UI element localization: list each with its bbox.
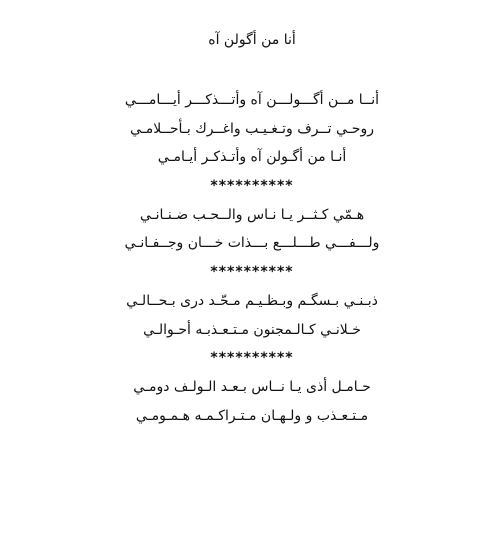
poem-line: روحـي تــرف وتـغـيـب واغــرك بـأحــلامـي: [130, 120, 374, 137]
poem-line: خـلانـي كـالـمجنون مـتـعـذبـه أحـوالـي: [143, 321, 361, 338]
stanza-separator: **********: [210, 264, 294, 281]
poem-title: أنا من أگولن آه: [208, 32, 296, 48]
poem-line: هـمّي كـثــر يـا نـاس والــحـب ضـنـانـي: [139, 206, 365, 223]
stanza-separator: **********: [210, 178, 294, 195]
poem-line: ولـــفـــي طـــلـــع بـــذات خـــان وجــفـانـي: [124, 235, 380, 252]
stanza-separator: **********: [210, 350, 294, 367]
poem-line: ذبـنـي بـسگـم وبـظـيـم مـحّـد درى بـحــالـي: [126, 292, 378, 309]
poem-body: [0, 86, 504, 430]
poem-line: أنـا من أگـولن آه وأتـذكـر أيـامـي: [157, 149, 347, 166]
poem-line: حـامـل أذى يـا نــاس بـعـد الـولـف دومـي: [133, 378, 371, 395]
poem-line: مـتـعـذب و ولـهـان مـتـراكـمـه هـمـومـي: [135, 407, 369, 424]
poem-line: أنــا مــن أگـــولـــن آه وأتـــذكـــر أيـــامـــي: [124, 92, 380, 108]
